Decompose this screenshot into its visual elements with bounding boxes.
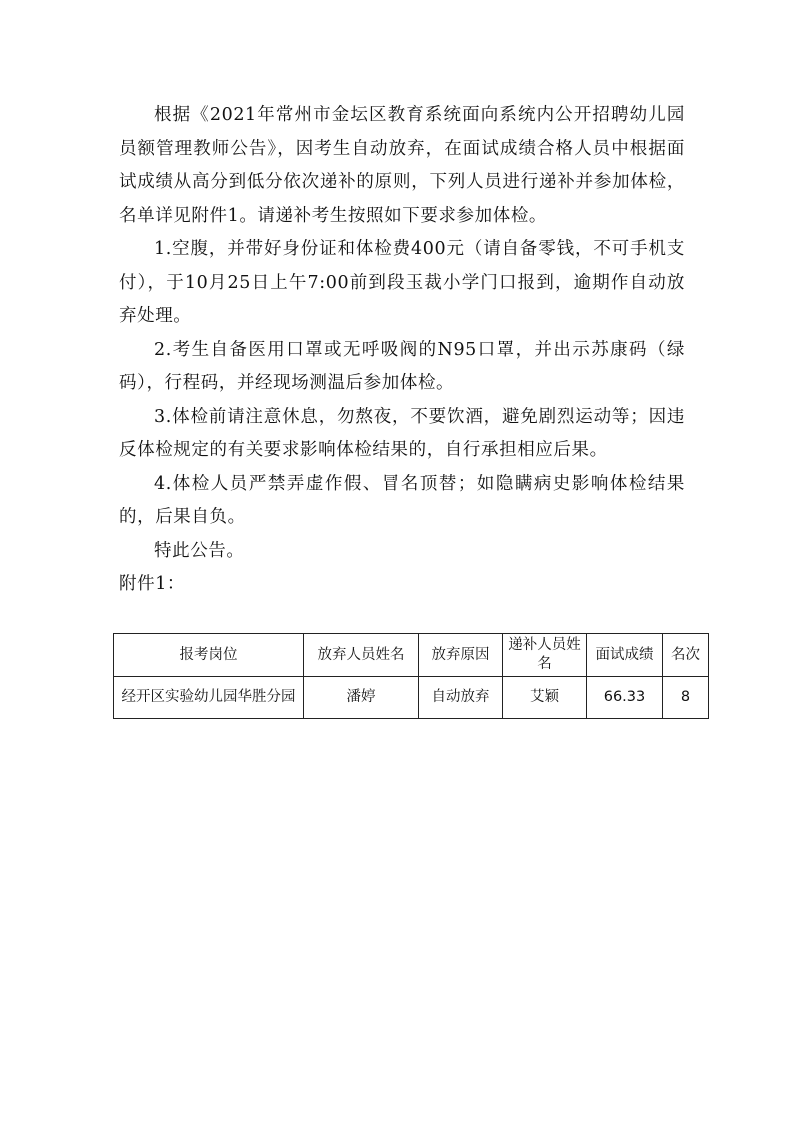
cell-rank: 8 (663, 677, 709, 719)
cell-withdraw-reason: 自动放弃 (419, 677, 503, 719)
supplement-roster-table (113, 633, 709, 719)
table-row (114, 677, 709, 719)
annex-label: 附件1： (119, 574, 186, 594)
announcement-body (119, 99, 685, 602)
cell-substitute-name: 艾颖 (503, 677, 587, 719)
cell-interview-score: 66.33 (587, 677, 663, 719)
cell-withdrawn-name: 潘婷 (304, 677, 419, 719)
header-withdraw-reason: 放弃原因 (419, 634, 503, 677)
header-position: 报考岗位 (114, 634, 304, 677)
header-substitute-name: 递补人员姓名 (503, 634, 587, 677)
closing-line: 特此公告。 (154, 540, 245, 561)
requirement-1: 1.空腹，并带好身份证和体检费400元（请自备零钱，不可手机支付），于10月25日上午7:00前到段玉裁小学门口报到，逾期作自动放弃处理。 (119, 239, 685, 326)
header-interview-score: 面试成绩 (587, 634, 663, 677)
requirement-3: 3.体检前请注意休息，勿熬夜，不要饮酒，避免剧烈运动等；因违反体检规定的有关要求影响体检结果的，自行承担相应后果。 (119, 406, 685, 460)
cell-position: 经开区实验幼儿园华胜分园 (114, 677, 304, 719)
requirement-2: 2.考生自备医用口罩或无呼吸阀的N95口罩，并出示苏康码（绿码），行程码，并经现场测温后参加体检。 (119, 339, 685, 393)
header-rank: 名次 (663, 634, 709, 677)
header-withdrawn-name: 放弃人员姓名 (304, 634, 419, 677)
requirement-4: 4.体检人员严禁弄虚作假、冒名顶替；如隐瞒病史影响体检结果的，后果自负。 (119, 473, 685, 527)
table-header-row (114, 634, 709, 677)
intro-paragraph: 根据《2021年常州市金坛区教育系统面向系统内公开招聘幼儿园员额管理教师公告》，因考生自动放弃，在面试成绩合格人员中根据面试成绩从高分到低分依次递补的原则，下列人员进行递补并参加体检，名单详见附件1。请递补考生按照如下要求参加体检。 (119, 105, 685, 226)
